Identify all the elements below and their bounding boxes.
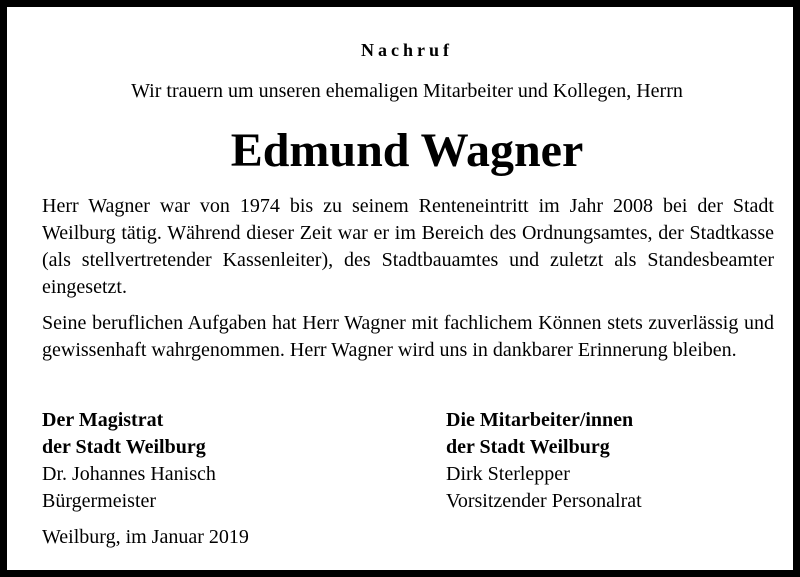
signature-org-city: der Stadt Weilburg — [446, 436, 610, 458]
career-paragraph: Herr Wagner war von 1974 bis zu seinem Renteneintritt im Jahr 2008 bei der Stadt Weilburg tätig. Während dieser Zeit war er im Bereich des Ordnungsamtes, der Stadtkasse (als stellvertretender Kassenleiter), des Stadtbauamtes und zuletzt als Standesbeamter eingesetzt. — [42, 195, 774, 298]
signature-magistrat — [42, 407, 216, 515]
tribute-paragraph: Seine beruflichen Aufgaben hat Herr Wagner mit fachlichem Können stets zuverlässig und gewissenhaft wahrgenommen. Herr Wagner wird uns in dankbarer Erinnerung bleiben. — [42, 312, 774, 361]
signature-org: Der Magistrat — [42, 409, 164, 431]
signature-org-city: der Stadt Weilburg — [42, 436, 206, 458]
intro-line: Wir trauern um unseren ehemaligen Mitarbeiter und Kollegen, Herrn — [131, 80, 683, 102]
signature-person: Dr. Johannes Hanisch — [42, 463, 216, 485]
signature-role: Vorsitzender Personalrat — [446, 490, 642, 512]
signature-org: Die Mitarbeiter/innen — [446, 409, 634, 431]
place-date: Weilburg, im Januar 2019 — [42, 526, 249, 548]
signature-role: Bürgermeister — [42, 490, 157, 512]
signature-staff — [446, 407, 642, 515]
signature-person: Dirk Sterlepper — [446, 463, 570, 485]
notice-heading: Nachruf — [361, 40, 453, 60]
deceased-name: Edmund Wagner — [230, 124, 584, 177]
